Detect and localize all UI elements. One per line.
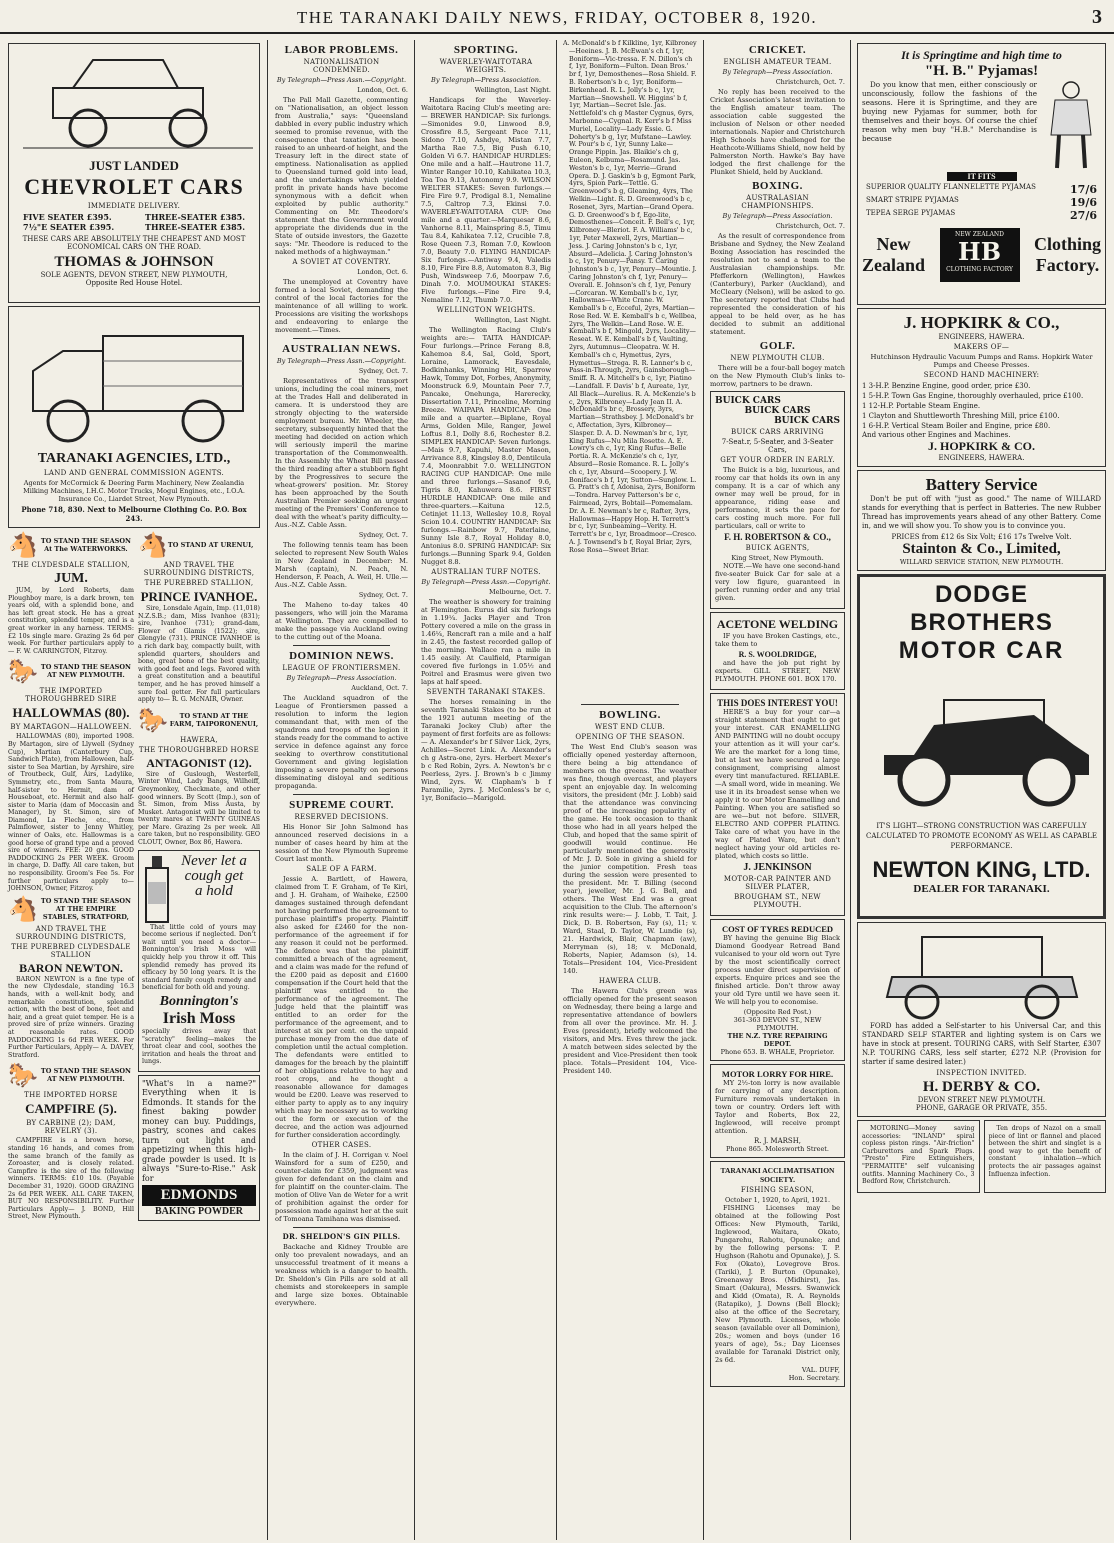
sale-of-farm-body: Jessie A. Bartlett, of Hawera, claimed from T. F. Graham, of Te Kiri, and J. H. Graham, of Waiheke, £2500 damages sustained through defendant not having performed the agreement to purchase plaintiff's property. Plaintiff also asked for £2460 for the non-performance of the agreement if for any reason it could not be performed. The defence was that the plaintiff committed a breach of the agreement, and a claim was made for the refund of the £200 paid as deposit and £1600 compensation if the Court held that the plaintiff was entitled to the performance of the agreement. The Judge held that the plaintiff was entitled to an order for the performance of the agreement, and to interest at six per cent. on the unpaid purchase money from the due date of completion until the actual completion. The defendants were entitled to damages for the breach by the plaintiff of her obligations relative to hay and root crops, and he thought a reasonable allowance for damages would be £200. Leave was reserved to either party to apply as to any inquiry which may be necessary as to working out the form or execution of the decree, and the action was adjourned for further consideration accordingly. <box>275 875 408 1139</box>
newton-king-name: NEWTON KING, LTD. <box>872 857 1091 882</box>
chev-opposite: Opposite Red House Hotel. <box>85 279 183 287</box>
acetone-body-2: and have the job put right by experts. GILL STREET, NEW PLYMOUTH. PHONE 601. BOX 170. <box>715 659 840 683</box>
edmonds-ad <box>138 1075 260 1222</box>
irish-moss-foot: specially drives away that "scratchy" feeling—makes the throat clear and cool, soothes the irritation and heals the throat and lungs. <box>141 1028 256 1066</box>
stainton-name: Stainton & Co., Limited, <box>902 541 1061 557</box>
battery-prices: PRICES from £12 6s Six Volt; £16 17s Twelve Volt. <box>891 533 1072 541</box>
hb-pyjamas-ad <box>857 43 1106 305</box>
boxing-sub: AUSTRALASIAN CHAMPIONSHIPS. <box>741 194 814 210</box>
boxing-body: As the result of correspondence from Brisbane and Sydney, the New Zealand Boxing Association has rescinded the resolution not to send a team to the Australasian championships. Mr. Pfefferkorn (Wellington), Hawkes (Canterbury), Parker (Auckland), and McCleary (Nelson), will be asked to go. The secretary reported that Clubs had represented the consideration of his appeal to be held over, as he has decided to submit an additional statement. <box>710 232 845 336</box>
hb-logo <box>940 228 1020 282</box>
tyres-ad <box>710 919 845 1061</box>
soviet-dateline: London, Oct. 6. <box>357 268 408 276</box>
nazol-ad <box>984 1120 1107 1193</box>
hb-flannelette: SUPERIOR QUALITY FLANNELETTE PYJAMAS <box>866 183 1036 191</box>
hopkirk-engineers: ENGINEERS, HAWERA. <box>938 333 1025 341</box>
other-cases-heading: OTHER CASES. <box>311 1141 372 1149</box>
hb-price-2: 19/6 <box>1070 196 1097 209</box>
buick-order: GET YOUR ORDER IN EARLY. <box>720 456 835 464</box>
chevrolet-ad <box>8 43 260 303</box>
ford-car-illustration-icon <box>862 927 1102 1022</box>
interest-title: THIS DOES INTEREST YOU! <box>717 698 838 708</box>
truck-illustration-icon <box>13 311 263 451</box>
hawera-club-heading: HAWERA CLUB. <box>598 977 662 985</box>
ivanhoe-heading: TO STAND AT URENUI, <box>167 541 254 549</box>
tyres-depot: THE N.Z. TYRE REPAIRING DEPOT. <box>727 1032 828 1048</box>
stainton-address: WILLARD SERVICE STATION, NEW PLYMOUTH. <box>899 558 1064 566</box>
bottle-icon <box>142 854 172 924</box>
hb-logo-bottom: CLOTHING FACTORY <box>946 266 1013 273</box>
accl-title-role: Hon. Secretary. <box>788 1374 840 1382</box>
newspaper-title: THE TARANAKI DAILY NEWS, FRIDAY, OCTOBER 8, 1920. <box>296 8 818 27</box>
interest-body: HERE'S a buy for your car—a straight statement that ought to get your interest. CAR ENAMELLING AND PAINTING will no doubt occupy your attention as it will your car's. We are the market for a long time, but at last we have secured a large consignment, comprising almost every tint manufactured. RELIABLE.—A small word, wide in meaning. We use it in its broadest sense when we apply it to our Motor Enamelling and Painting. When you are satisfied so are we—but not before. SILVER, ELECTRO AND COPPER PLATING. Take care of what you have in the way of Plated Ware, but don't neglect having your old articles re-plated, which costs so little. <box>715 708 840 860</box>
gin-pills-heading: DR. SHELDON'S GIN PILLS. <box>282 1232 401 1241</box>
antagonist-place: HAWERA, <box>180 735 218 744</box>
jum-name: JUM. <box>54 571 88 586</box>
motoring-body: MOTORING—Money saving accessories: "INLAND" spiral copless piston rings. "Air-friction" Carburettors and Spark Plugs. "Presto" Fire Extinguishers, "PERMATITE" self vulcanising outfits. Manning Machinery Co., 3 Bedford Row, Christchurch. <box>862 1125 975 1186</box>
pyjama-figure-icon <box>1041 80 1101 170</box>
hopkirk-engineers-2: ENGINEERS, HAWERA. <box>938 454 1025 462</box>
chev-price-3: 7½"E SEATER £395. <box>23 222 115 232</box>
labor-sub: NATIONALISATION CONDEMNED. <box>303 58 380 74</box>
hb-new: New <box>876 234 911 254</box>
taranaki-agencies-desc: Agents for McCormick & Deering Farm Machinery, New Zealandia Milking Machines, I.H.C. Motor Trucks, Mogul Engines, etc., I.O.A. Insurance Co., Liardet Street, New Plymouth. <box>23 479 245 503</box>
wellington-body: The Wellington Racing Club's weights are:— TAITA HANDICAP: Four furlongs.—Prince Ferang 8.8, Kahemoa 8.4, Sal, Gold, Sport, Loraine, Lamorack, Eavesdale, Bodkinhanks, Winning Hit, Sparrow Hawk, Tommy Dot, Forbes, Anonymity, Moonstruck 6.9, Mountain Peer 7.7, Pancake, Onehunga, Harerecky, Dissertation 7.11, Princeline, Morning Breeze. WAIPAPA HANDICAP: One mile and a quarter.—Biplane, Royal Arms, Golden Mile, Ranger, Jewel Loftus 8.1, Dolly 8.6, Rochester 8.2. SIMPLEX HANDICAP: Seven furlongs.—Mais 9.7, Kapuhi, Master Mason, Arrivance 8.8, Kingsley 8.0, Dentilcula 7.4, Moonrabbit 7.0. WELLINGTON RACING CUP HANDICAP: One mile and three furlongs.—Sasanof 9.6, Tigris 8.0, Kahuwera 8.6. FIRST HURDLE HANDICAP: One mile and three-quarters.—Kaituna 12.5, Cetinjet 11.13, Wellesley 10.8, Royal Scion 10.4. COUNTRY HANDICAP: Six furlongs.—Rainbow 9.7, Paterlaine, Sunny Isle 8.7, Royal Holiday 8.0, Antonius 8.0. SPRING HANDICAP: Six furlongs.—Bunning Spark 9.4, Golden Nugget 8.8. <box>421 326 551 566</box>
column-5 <box>705 40 850 1540</box>
campfire-heading: TO STAND THE SEASON AT NEW PLYMOUTH. <box>40 1067 131 1084</box>
antagonist-name: ANTAGONIST (12). <box>146 755 252 770</box>
campfire-name: CAMPFIRE (5). <box>25 1101 117 1117</box>
hopkirk-item: 1 6-H.P. Vertical Steam Boiler and Engine, price £80. <box>862 422 1051 430</box>
antagonist-body: Sire of Guslough, Westerfell, Winter Wind, Lady Bangs, Wilheiff, Greymonkey, Checkmate, and other good winners. By Scott (Imp.), son of St. Simon, from Miss Austa, by Musket. Antagonist will be limited to twenty mares at TWENTY GUINEAS per Mare. Grazing 2s per week. All care taken, but no responsibility. GEO CLOUT, Owner, Box 86, Hawera. <box>137 770 260 847</box>
buick-ad <box>710 391 845 609</box>
other-cases-body: In the claim of J. H. Corrigan v. Noel Wainsford for a sum of £250, and counter-claim for £359, judgment was given for defendant on the claim and for plaintiff on the counter-claim. The motion of Olive Van de Weter for a writ of prohibition against the order for possession made against her at the suit of Tomoana Tamihana was dismissed. <box>275 1151 408 1223</box>
battery-title: Battery Service <box>925 475 1038 494</box>
hopkirk-name: J. HOPKIRK & CO., <box>903 313 1060 332</box>
seventh-stakes-heading: SEVENTH TARANAKI STAKES. <box>426 688 546 696</box>
aus-dateline-3: Sydney, Oct. 7. <box>358 591 408 599</box>
hb-price-3: 27/6 <box>1070 209 1097 222</box>
ivanhoe-sub: AND TRAVEL THE SURROUNDING DISTRICTS, <box>143 561 255 577</box>
dominion-sub: LEAGUE OF FRONTIERSMEN. <box>282 664 401 672</box>
dodge-title: DODGE BROTHERS <box>910 581 1053 636</box>
soviet-heading: A SOVIET AT COVENTRY. <box>292 258 391 266</box>
newton-king-dealer: DEALER FOR TARANAKI. <box>913 883 1050 895</box>
seventh-stakes-body: The horses remaining in the seventh Taranaki Stakes (to be run at the 1921 autumn meeting of the Taranaki Jockey Club) after the payment of first forfeits are as follows:— A. Alexander's br f Silver Lick, 2yrs, Achilles—Secret Link. A. Alexander's ch g Astra-one, 2yrs. Herbert Mexer's b c Red Robin, 2yrs. A. Newton's br c Peerless, 2yrs. J. Brown's b c Jimmy Wind, 2yrs. W. Clapham's b f Paramilie, 2yrs. J. McConless's br c, 1yr, Bonifacio—Marigold. <box>421 698 551 802</box>
baron-sub: AND TRAVEL THE SURROUNDING DISTRICTS, <box>15 924 127 941</box>
taranaki-agencies-name: TARANAKI AGENCIES, LTD., <box>37 451 231 466</box>
hallowmas-breeding: BY MARTAGON—HALLOWEEN. <box>10 723 132 732</box>
hb-pyjamas: "H. B." Pyjamas! <box>924 63 1039 79</box>
hallowmas-ad <box>8 657 134 892</box>
irish-moss-body: That little cold of yours may become serious if neglected. Don't wait until you need a doctor—Bonnington's Irish Moss will quickly help you throw it off. This splendid remedy has proved its efficacy by 50 long years. It is the standard family cough remedy and beneficial for both old and young. <box>141 923 256 992</box>
hb-fits-badge: IT FITS <box>947 172 1017 181</box>
lorry-phone: Phone 865. Molesworth Street. <box>726 1145 829 1153</box>
turf-dateline: Melbourne, Oct. 7. <box>488 588 551 596</box>
cricket-sub: ENGLISH AMATEUR TEAM. <box>723 58 832 66</box>
dominion-body: The Auckland squadron of the League of Frontiersmen passed a resolution to inform the legion commandant that, with men of the squadrons and troops of the legion it stands ready for the command to active service in defence against any force seeking to overthrow constitutional Government and giving legislation imposing a severe penalty on persons disseminating disloyal and seditious propaganda. <box>275 694 408 790</box>
jum-stallion-ad <box>8 531 134 655</box>
tyres-body: BY having the genuine Big Black Diamond Goodyear Retread Band vulcanised to your old worn out Tyre by the most scientifically correct process under direct supervision of experts. Enquire prices and see the finished article. Don't throw away your old Tyre until we have seen it. We will help you to economise. <box>715 934 840 1006</box>
soviet-body: The unemployed at Coventry have formed a local Soviet, demanding the control of the local factories for the maintenance of all willing to work. Processions are visiting the workshops and endeavoring to enlarge the movement.—Times. <box>275 278 408 334</box>
never-let-line2: cough get <box>184 867 244 884</box>
buick-note: NOTE.—We have one second-hand five-seater Buick Car for sale at a very low figure, guaranteed in perfect running order and any trial given. <box>715 562 840 602</box>
hb-logo-top: NEW ZEALAND <box>955 231 1004 238</box>
dodge-brothers-ad <box>857 574 1106 919</box>
campfire-breeding: BY CARBINE (2); DAM, REVELRY (3). <box>26 1119 116 1136</box>
boxing-byline: By Telegraph—Press Association. <box>722 212 833 220</box>
column-6 <box>852 40 1111 1540</box>
hopkirk-item: 1 5-H.P. Town Gas Engine, thoroughly overhauled, price £100. <box>862 392 1084 400</box>
buick-seaters: 7-Seat.r, 5-Seater, and 3-Seater Cars, <box>721 438 834 454</box>
column-4 <box>558 40 702 1540</box>
motoring-accessories-ad <box>857 1120 980 1193</box>
hb-body: Do you know that men, either consciously or unconsciously, follow the fashions of the seasons. Here it is Springtime, and they are buying new Pyjamas for summer, both for themselves and their boys. Of course the chief reason why men buy "H.B." Merchandise is because <box>862 80 1037 143</box>
accl-name: VAL. DUFF, <box>801 1366 840 1374</box>
buick-line-1: BUICK CARS <box>715 396 781 406</box>
buick-arriving: BUICK CARS ARRIVING <box>731 428 824 436</box>
dodge-car-illustration-icon <box>864 665 1104 815</box>
hopkirk-various: And various other Engines and Machines. <box>862 431 1011 439</box>
tyres-title: COST OF TYRES REDUCED <box>721 924 834 934</box>
antagonist-sub: THE THOROUGHBRED HORSE <box>138 745 260 754</box>
hallowmas-heading: TO STAND THE SEASON AT NEW PLYMOUTH. <box>40 663 131 680</box>
aus-dateline: Sydney, Oct. 7. <box>358 367 408 375</box>
hopkirk-name-2: J. HOPKIRK & CO. <box>928 439 1035 453</box>
sporting-heading: SPORTING. <box>453 44 519 56</box>
chev-tagline: THESE CARS ARE ABSOLUTELY THE CHEAPEST AND MOST ECONOMICAL CARS ON THE ROAD. <box>22 235 246 251</box>
edmonds-body: "What's in a name?" Everything when it is Edmonds. It stands for the finest baking powder money can buy. Puddings, pastry, scones and cakes turn out light and appetizing when this high-grade powder is used. It is always "Sure-to-Rise." Ask for <box>141 1078 256 1183</box>
sport-dateline: Wellington, Last Night. <box>474 86 551 94</box>
jenkinson-address: BROUGHAM ST., NEW PLYMOUTH. <box>734 893 821 909</box>
accl-sub: FISHING SEASON, <box>740 1186 815 1194</box>
column-3 <box>416 40 556 1540</box>
never-let-line3: a hold <box>195 882 233 899</box>
horse-icon: 🐎 <box>8 657 38 686</box>
wellington-weights-heading: WELLINGTON WEIGHTS. <box>436 306 536 314</box>
acetone-body: IF you have Broken Castings, etc., take them to <box>715 632 840 648</box>
aus-byline: By Telegraph—Press Assn.—Copyright. <box>276 357 407 365</box>
jum-body: JUM, by Lord Roberts, dam Ploughboy mare, is a dark brown, ten years old, with a splendid bone, and has left great stock. He has a great constitution, splendid temper, and is a great worker in any harness. TERMS: £2 10s single mare. Grazing 2s 6d per week. For further particulars apply to— F. W. CARRINGTON, Fitzroy. <box>8 587 134 655</box>
australian-news-heading: AUSTRALIAN NEWS. <box>282 343 401 355</box>
buick-body: The Buick is a big, luxurious, and roomy car that holds its own in any company. It is a car of which any owner may well be proud, for in appearance, riding ease and performance, it sets the pace for cars costing much more. For full particulars, call or write to <box>715 466 840 530</box>
hopkirk-item: 1 Clayton and Shuttleworth Threshing Mill, price £100. <box>862 412 1060 420</box>
car-illustration-icon <box>13 48 263 158</box>
labor-problems-heading: LABOR PROBLEMS. <box>284 44 399 56</box>
derby-phone: PHONE, GARAGE OR PRIVATE, 355. <box>915 1104 1048 1112</box>
page-number: 3 <box>1092 6 1102 28</box>
hopkirk-ad <box>857 308 1106 467</box>
acetone-welding-ad <box>710 612 845 690</box>
labor-byline: By Telegraph—Press Assn.—Copyright. <box>276 76 407 84</box>
accl-title: TARANAKI ACCLIMATISATION SOCIETY. <box>720 1166 835 1184</box>
chev-just-landed: JUST LANDED <box>89 158 179 173</box>
motor-lorry-ad <box>710 1064 845 1158</box>
cricket-heading: CRICKET. <box>748 44 807 56</box>
lorry-body: MY 2½-ton lorry is now available for carrying of any description. Furniture removals undertaken in town or country. Orders left with Taylor and Roberts, Box 22, Inglewood, will receive prompt attention. <box>715 1079 840 1135</box>
jenkinson-name: J. JENKINSON <box>743 862 812 873</box>
taranaki-agencies-sub: LAND AND GENERAL COMMISSION AGENTS. <box>43 469 225 477</box>
horse-icon: 🐴 <box>8 531 38 559</box>
jenkinson-trade: MOTOR-CAR PAINTER AND SILVER PLATER, <box>723 875 832 891</box>
cricket-body: No reply has been received to the Cricket Association's latest invitation to the English amateur team. The association cable suggested the inclusion of Nelson or other needed internationals. Napier and Christchurch High Schools have challenged for the Heathcote-Williams Shield, now held by Palmerston North. Hawke's Bay have lodged the first challenge for the Plunket Shield, held by Auckland. <box>710 88 845 176</box>
labor-body: The Pall Mall Gazette, commenting on "Nationalisation, an object lesson from Australia," says: "Queensland dabbled in every public industry which seemed to promise revenue, with the consequence that taxation has been raised to an unheard-of height, and the Treasury left in the direct state of emptiness. Nationalisation as applied to Queensland turned gold into lead, and the undertakings which yielded profit in private hands have become synonymous with a deficit when exploited by public authority." Commenting on Mr. Theodore's statement that the Government would appropriate the dividends due in the State of outside investors, the Gazette says: "Mr. Theodore is reduced to the naked methods of a highwayman." <box>275 96 408 256</box>
sale-of-farm-heading: SALE OF A FARM. <box>306 865 377 873</box>
ivanhoe-sub2: THE PUREBRED STALLION, <box>144 579 254 587</box>
horse-icon: 🐎 <box>137 705 168 734</box>
chev-price-2: THREE-SEATER £385. <box>144 212 245 222</box>
turf-notes-heading: AUSTRALIAN TURF NOTES. <box>431 568 541 576</box>
gin-pills-body: Backache and Kidney Trouble are only too prevalent nowadays, and an unsuccessful treatment of it means a weakness which is a danger to health. Dr. Sheldon's Gin Pills are sold at all chemists and storekeepers in sample and large size boxes. Obtainable everywhere. <box>275 1243 408 1307</box>
hb-zealand: Zealand <box>862 255 926 275</box>
never-let-line1: Never let a <box>181 852 247 869</box>
nazol-body: Ten drops of Nazol on a small piece of lint or flannel and placed between the shirt and singlet is a good way to get the benefit of constant inhalation—which protects the air passages against Influenza infection. <box>988 1125 1101 1178</box>
hb-clothing: Clothing <box>1033 234 1101 254</box>
horse-icon: 🐴 <box>137 531 168 559</box>
opening-season-sub: OPENING OF THE SEASON. <box>575 733 685 741</box>
edmonds-brand: EDMONDS <box>142 1185 256 1206</box>
hb-serge: TEPEA SERGE PYJAMAS <box>866 209 956 217</box>
battery-body: Don't be put off with "just as good." The name of WILLARD stands for everything that is perfect in Batteries. The new Rubber Thread has improvements years ahead of any other Battery. Come in, and we will show you. To show you is to convince you. <box>862 495 1101 530</box>
sport-byline: By Telegraph—Press Association. <box>431 76 541 84</box>
hb-price-1: 17/6 <box>1070 183 1097 196</box>
supreme-sub: RESERVED DECISIONS. <box>294 813 389 821</box>
accl-dates: October 1, 1920, to April, 1921. <box>724 1196 831 1204</box>
labor-dateline: London, Oct. 6. <box>357 86 408 94</box>
jenkinson-ad <box>710 693 845 916</box>
column-2 <box>270 40 413 1540</box>
irish-moss-brand: Irish Moss <box>162 1010 236 1027</box>
baron-sub2: THE PUREBRED CLYDESDALE STALLION <box>11 942 131 959</box>
chev-title: CHEVROLET CARS <box>24 174 244 199</box>
horse-icon: 🐴 <box>8 894 38 923</box>
hb-factory: Factory. <box>1035 255 1100 275</box>
ford-inspection: INSPECTION INVITED. <box>936 1069 1027 1077</box>
hb-springtime: It is Springtime and high time to <box>901 48 1062 62</box>
bonningtons-brand: Bonnington's <box>159 994 239 1009</box>
column-1 <box>3 40 265 1540</box>
dominion-news-heading: DOMINION NEWS. <box>289 650 394 662</box>
aus-body-3: The Maheno to-day takes 40 passengers, who will join the Marama at Wellington. They are compelled to make the passage via Auckland owing to the cutting out of the Moana. <box>275 601 408 641</box>
baron-heading: TO STAND THE SEASON AT THE EMPIRE STABLES, STRATFORD, <box>40 896 131 921</box>
turf-byline: By Telegraph—Press Assn.—Copyright. <box>421 578 551 586</box>
boxing-heading: BOXING. <box>752 180 803 192</box>
hb-stripe: SMART STRIPE PYJAMAS <box>866 196 959 204</box>
chev-address: SOLE AGENTS, DEVON STREET, NEW PLYMOUTH, <box>40 271 228 279</box>
bowling-body: The West End Club's season was officially opened yesterday afternoon, there being a big attendance of members on the greens. The weather was fine, though overcast, and players spent an enjoyable day. In welcoming visitors, the president (Mr. J. Lobb) said that the attendance was convincing proof of the increasing popularity of the game. He took occasion to thank those who had in all years helped the Club, and hoped that the same spirit of goodwill would continue. He particularly mentioned the generosity of Mr. J. D. Sole in giving a shield for the junior competition. Fresh teas during the session were presented to the president. Mr. T. Billing (second year), jeweller, Mr. J. G. Bell, and others. The West End was a great acquisition to the Club. The afternoon's rink results were:— J. Lobb, T. Tait, J. Dick, D. B. Robertson, Fay (s), 11; v. Ward, Staal, D. Taylor, W. Lundie (s), 21. Hardwick, Blair, Chapman (aw), Merryman (s), 18; v. McDonald, Roberts, Napier, Adamson (s), 14. Totals—President 104, Vice-President 140. <box>563 743 697 975</box>
buick-line-2: BUICK CARS <box>744 406 811 416</box>
golf-heading: GOLF. <box>759 340 796 352</box>
baron-name: BARON NEWTON. <box>19 960 123 975</box>
chev-delivery: IMMEDIATE DELIVERY. <box>87 202 181 210</box>
prince-ivanhoe-ad <box>138 531 260 704</box>
irish-moss-ad <box>138 850 260 1072</box>
dodge-motor-car: MOTOR CAR <box>898 637 1065 664</box>
acetone-name: R. S. WOOLDRIDGE, <box>738 650 817 659</box>
hallowmas-name: HALLOWMAS (80). <box>12 705 130 721</box>
hb-logo-letters: HB <box>958 237 1001 266</box>
hopkirk-products: Hutchinson Hydraulic Vacuum Pumps and Rams. Hopkirk Water Pumps and Cheese Presses. <box>870 353 1093 369</box>
chev-price-4: THREE-SEATER £385. <box>144 222 245 232</box>
bowling-heading: BOWLING. <box>599 709 661 721</box>
campfire-body: CAMPFIRE is a brown horse, standing 16 hands, and comes from the same branch of the family as Zoroaster, and is closely related. Campfire is the sire of the following winners. TERMS: £10 10s. (Payable December 31, 1920). GOOD GRAZING 2s 6d PER WEEK. ALL CARE TAKEN, BUT NO RESPONSIBILITY. Further Particulars Apply— J. BOND, Hill Street, New Plymouth. <box>8 1137 134 1221</box>
masthead <box>0 0 1114 34</box>
tyres-phone: Phone 653. B. WHALE, Proprietor. <box>720 1048 835 1056</box>
antagonist-heading: TO STAND AT THE FARM, TAIPORONENUI, <box>169 711 259 728</box>
jum-sub: THE CLYDESDALE STALLION, <box>12 561 130 569</box>
ivanhoe-body: Sire, Lonsdale Again, Imp. (11,018) N.Z.S.B.; dam, Miss Ivanhoe (831); sire, Ivanhoe (731); grand-dam, Flower of Glamis (1522); sire, Glengyle (731). PRINCE IVANHOE is a rich dark bay, compactly built, with splendid quarters, shoulders and bone, great bone of the best quality, with good feet and legs. Favored with a great constitution and a beautiful temper, and he has proved himself a sure foal getter. For full particulars apply to— R. G. McNAIR, Owner. <box>137 605 260 704</box>
lorry-name: R. J. MARSH, <box>753 1137 802 1145</box>
tyres-address: 361-363 DEVON ST., NEW PLYMOUTH. <box>733 1016 822 1032</box>
hallowmas-body: HALLOWMAS (80), imported 1908. By Martagon, sire of Llywell (Sydney Cup), Martian (Canterbury Cup, Sandwich Plate), from Halloween, half-sister to Sea Martian, by Ayrshire, sire of Troutbeck, Gulf, Airs, Ladylike, Symmetry, etc., from Santa Maura, half-sister to Hermit, dam of Houseboat, etc. Hermit and also half-sister to Maria (dam of Moccasin and Manager), by St. Simon, sire of Diamond, La Fleche, etc., from Palmflower, sister to Jenny Whitley, winner of Oaks, etc. Hallowmas is a good horse of grand type and a proved sire of winners. FEE: 20 gns. GOOD PADDOCKING 2s PER WEEK. Groom in charge, D. Daffy. All care taken, but no responsibility. Groom's Fee 5s. For further particulars apply to— JOHNSON, Owner, Fitzroy. <box>8 733 134 893</box>
campfire-ad <box>8 1061 134 1221</box>
taranaki-agencies-phone: Phone 718, 830. Next to Melbourne Clothing Co. P.O. Box 243. <box>21 505 247 523</box>
supreme-court-heading: SUPREME COURT. <box>289 799 394 811</box>
taranaki-agencies-ad <box>8 306 260 528</box>
hopkirk-item: 1 12-H.P. Portable Steam Engine. <box>862 402 981 410</box>
waverley-sub: WAVERLEY-WAITOTARA WEIGHTS. <box>439 58 533 74</box>
aus-body-2: The following tennis team has been selected to represent New South Wales in New Zealand in December: M. Marsh (captain), N. Peach, N. Henderson, F. Peach, A. Weil, H. Ulle.—Aus.-N.Z. Cable Assn. <box>275 541 408 589</box>
campfire-sub: THE IMPORTED HORSE <box>24 1091 118 1100</box>
buick-address: King Street, New Plymouth. <box>731 554 824 562</box>
hopkirk-makers: MAKERS OF— <box>953 343 1010 351</box>
ford-ad <box>857 922 1106 1117</box>
golf-body: There will be a four-ball bogey match on the New Plymouth Club's links to-morrow, partners to be drawn. <box>710 364 845 388</box>
dominion-byline: By Telegraph—Press Association. <box>286 674 397 682</box>
cricket-dateline: Christchurch, Oct. 7. <box>775 78 845 86</box>
boxing-dateline: Christchurch, Oct. 7. <box>775 222 845 230</box>
golf-sub: NEW PLYMOUTH CLUB. <box>730 354 825 362</box>
jum-heading: TO STAND THE SEASON At The WATERWORKS. <box>40 537 131 553</box>
derby-address: DEVON STREET NEW PLYMOUTH. <box>917 1096 1046 1104</box>
lorry-title: MOTOR LORRY FOR HIRE. <box>721 1069 834 1079</box>
tyres-opposite: (Opposite Red Post.) <box>743 1008 812 1016</box>
stakes-nominations-list: A. McDonald's b f Kilkline, 1yr, Kilbroney—Heeines. J. B. McEwan's ch f, 1yr, Boniform—Vic-tressa. F. N. Dillon's ch f, 1yr, Boniform—Fulton. Dean Bros.' br f, 1yr, Demosthenes—Rosa Shield. F. B. Robertson's b c, 1yr, Boniform—Birkenhead. R. L. Jolly's b c, 1yr, Martian—Snowshell. W. Higgins' b f, 1yr, Martian—Secret Isle. Jas. Nettlefold's ch g Master Cygnus, 6yrs, Marbonne—Cygnal. R. Kerr's b f Miss Muriel, Locality—Lady Essie. G. Doherty's b g, 1yr, Mufstane—Lawley. W. Pour's b c, 1yr, Sunny Lake—Orange Pippin. Jas. Blaikie's ch g, Euleon, Kelbuma—Rosamund. Jas. Weston's b c, 1yr, Merrie—Grand Opera. D. J. Gaskin's b g, Egmont Park, 4yrs, Spion Park—Tettle. G. Greenwood's b g, Gleaming, 4yrs, The Welkin—Light. R. D. Greenwood's b c, Rosenet, 3yrs, Martian—Grand Opera. G. D. Greenwood's b f, Ego-lite, Demosthenes—Conceit. F. Bell's c, 1yr, Kilbroney—Bleriot. F. A. Williams' b c, 1yr, Peter Maxwell, 2yrs, Martian—Jess. J. Caring Johnston's b c, 1yr, Absurd—Adelicia. J. Caring Johnston's b c, 1yr, Penury—Pansy. T. Caring Johnston's b c, 1yr, Penury—Mountie. J. Caring Johnston's ch f, 1yr, Penury—Overall. E. Johnson's ch f, 1yr, Penury—Corcaran. W. Kemball's b c, 1yr, Hallowmas—White Crane. W. Kemball's b c, Ecceful, 2yrs, Martian—Rose Red. W. E. Kemball's b c, Wellbea, 2yrs, The Welkin—Land Rose. W. E. Kemball's b f, Mingold, 2yrs, Locality—Reseat. W. E. Kemball's b f, Vaulting, 2yrs, Autumnus—Cleopatra. W. H. Kemball's ch c, Hymettus, 2yrs, Hymettus—Strega. R. R. Lanner's b c, Pass-in-Through, 2yrs, Gainsborough—Smiff. R. A. Mitchell's b c, 1yr, Piatino—Landfall. F. Davis' b f, Aureate, 1yr, All Black—Aurelius. R. A. McKenzie's b c, 2yrs, Kilbroney—Lady Jean II. A. McDonald's br c, Brossery, 3yrs, Martian—Strathsbey. J. McDonald's br c, Affectation, 3yrs, Kilbroney—Slasper. D. A. D. Newman's br c, 1yr, King Rufus—Nu Mila Rosette. A. E. Lowry's ch c, 1yr, King Rufus—Belle Portia. R. A. McKenzie's ch c, 1yr, Absurd—Rosie Romance. R. L. Jolly's ch c, 1yr, Absurd—Scoopery. J. W. Boniface's b f, 1yr, Sutton—Sunglow. L. G. Pratt's ch f, Adonisa, 2yrs, Boniform—Tondra. Harvey Patterson's br c, Fairmead, 2yrs, Bobtail—Pomemalam. Dr. A. E. Newman's br c, Rafter, 3yrs, Hallowmas—Happy Hop. H. Terrett's br c, 1yr, Sunbeaming—Verity. H. Terrett's br c, 1yr, Broadmoor—Cresco. A. J. Townsend's b f, Royal Briar, 2yrs, Rose Rosa—Sweet Briar. <box>563 40 697 554</box>
hawera-club-body: The Hawera Club's green was officially opened for the present season on Wednesday, there being a large and representative attendance of bowlers from all over the province. Mr. H. J. Eves (president), briefly welcomed the visitors, and Mrs. Eves threw the jack. A match between sides selected by the president and Vice-President then took place. Totals—President 104, Vice-President 140. <box>563 987 697 1075</box>
aus-body: Representatives of the transport unions, including the coal miners, met at the Trades Hall and deliberated in camera. It is understood they are strongly objecting to the waterside employment bureau. Mr. Wheeler, the secretary, subsequently hinted that the meeting had decided on action which will seriously imperil the marine transportation of the Commonwealth. In the Assembly the Wheat Bill passed the third reading after a stubborn fight by the Progressives to secure the wheat-growers' position. Mr. Storey has been approached by the South Australian Premier seeking an urgent meeting of the Premiers' Conference to deal with the wheat's parity difficulty.—Aus.-N.Z. Cable Assn. <box>275 377 408 529</box>
buick-agent-name: F. H. ROBERTSON & CO., <box>724 532 831 542</box>
acclimatisation-ad <box>710 1161 845 1387</box>
derby-name: H. DERBY & CO. <box>922 1079 1041 1095</box>
turf-body: The weather is showery for training at Flemington. Eurus did six furlongs in 1.19¼. Jacks Player and Tron Pottery covered a mile on the grass in 1.46¼, Rencraft ran a mile and a half in 2.45, the fastest recorded gallop of the morning. Wallace ran a mile in 1.45 easily. At Caulfield, Ptarmigan covered five furlongs in 1.05½ and Poitrel and Erasmus were given two laps at half speed. <box>421 598 551 686</box>
aus-dateline-2: Sydney, Oct. 7. <box>358 531 408 539</box>
accl-body: FISHING Licenses may be obtained at the following Post Offices: New Plymouth, Tariki, Inglewood, Waitara, Okato, Pungarehu, Rahotu, Opunake; and by the following persons: T. P. Hughson (Rahotu and Opunake), J. S. Fox (Okato), Lovegrove Bros. (Tariki), J. P. Burton (Opunake), Greenaway Bros. (Midhirst), Jas. Smart (Oakura), Messrs. Swanwick and Kidd (Omata), R. A. Reynolds (Ratapiko), J. Downs (Bell Block); also at the office of the Secretary, New Plymouth. Licenses, whole season (available over all Dominion), 20s.; women and boys (under 16 years of age), 5s.; Day Licenses available for Taranaki District only, 2s 6d. <box>715 1204 840 1364</box>
battery-service-ad <box>857 470 1106 571</box>
hopkirk-items <box>862 381 1101 431</box>
baron-newton-ad <box>8 895 134 1060</box>
ford-body: FORD has added a Self-starter to his Universal Car, and this STANDARD SELF STARTER and lighting system is on Cars we have in stock at present. TOURING CARS, with Self Starter, £307 N.P. TOURING CARS, less self starter, £272 N.P. (Provision for starter if same desired later.) <box>862 1022 1101 1066</box>
chev-agents: THOMAS & JOHNSON <box>54 254 214 270</box>
baron-body: BARON NEWTON is a fine type of the new Clydesdale, standing 16.3 hands, with a well-knit body, and remarkable constitution, splendid action, with the best of bone, feet and hair, and a great quiet temper. He is a proved sire of prize winners. Grazing at reasonable rates. GOOD PADDOCKING 1s 6d PER WEEK. For Further Particulars, Apply— A. DAVEY, Stratford. <box>8 975 134 1059</box>
edmonds-baking-powder: BAKING POWDER <box>154 1206 244 1218</box>
acetone-title: ACETONE WELDING <box>716 617 839 631</box>
chev-price-1: FIVE SEATER £395. <box>23 212 112 222</box>
horse-icon: 🐎 <box>8 1061 38 1090</box>
hopkirk-second-hand: SECOND HAND MACHINERY: <box>923 371 1040 379</box>
wellington-dateline: Wellington, Last Night. <box>474 316 551 324</box>
supreme-body: His Honor Sir John Salmond has announced reserved decisions in a number of cases heard by him at the session of the New Plymouth Supreme Court last month. <box>275 823 408 863</box>
antagonist-ad <box>138 706 260 847</box>
waverley-body: Handicaps for the Waverley-Waitotara Racing Club's meeting are:— BREWER HANDICAP: Six furlongs.—Simonides 9.0, Linwood 8.9, Crossfire 8.5, Sergeant Pace 7.11, Sidono 7.10, Ashdye, Mistan 7.7, Martha Rae 7.5, Big Push 6.10, Golden Vi 6.7. HANDICAP HURDLES: One mile and a half.—Hautrone 11.7, Winter Ranger 10.10, Kahikatea 10.3, Toa Toa 9.13, Autonomy 9.9. WILSON WELTER STAKES: Seven furlongs.—Fire Fire 9.7, Prodigal 8.1, Nemaline 7.5, Caltrop 7.3, Ekinsi 7.0. WAVERLEY-WAITOTARA CUP: One mile and a quarter.—Marquesar 8.6, Vanhorne 8.11, Mainspring 8.5, Timu Tau 8.4, Kahikatea 7.12, Crucible 7.8, Rose Queen 7.3, Roman 7.0, Kowloon 7.0, Beauty 7.0. FLYING HANDICAP: Six furlongs.—Antiway 9.4, Valedis 8.10, Fire Fire 8.8, Automaton 8.3, Big Push, Windsweep 7.6, Moorpaw 7.6, Dinah 7.0. MOUMOUKAI STAKES: Five furlongs.—Fine Fire 9.4, Nemaline 7.12, Thumb 7.0. <box>421 96 551 304</box>
dodge-body: IT'S LIGHT—STRONG CONSTRUCTION WAS CAREFULLY CALCULATED TO PROMOTE ECONOMY AS WELL AS CAPABLE PERFORMANCE. <box>865 822 1097 850</box>
west-end-sub: WEST END CLUB. <box>594 723 666 731</box>
ivanhoe-name: PRINCE IVANHOE. <box>140 589 258 604</box>
buick-line-3: BUICK CARS <box>774 416 840 426</box>
hallowmas-sub: THE IMPORTED THOROUGHBRED SIRE <box>25 687 117 704</box>
hopkirk-item: 1 3-H.P. Benzine Engine, good order, price £30. <box>862 382 1031 390</box>
cricket-byline: By Telegraph—Press Association. <box>722 68 833 76</box>
dominion-dateline: Auckland, Oct. 7. <box>351 684 408 692</box>
buick-agents: BUICK AGENTS, <box>745 544 810 552</box>
